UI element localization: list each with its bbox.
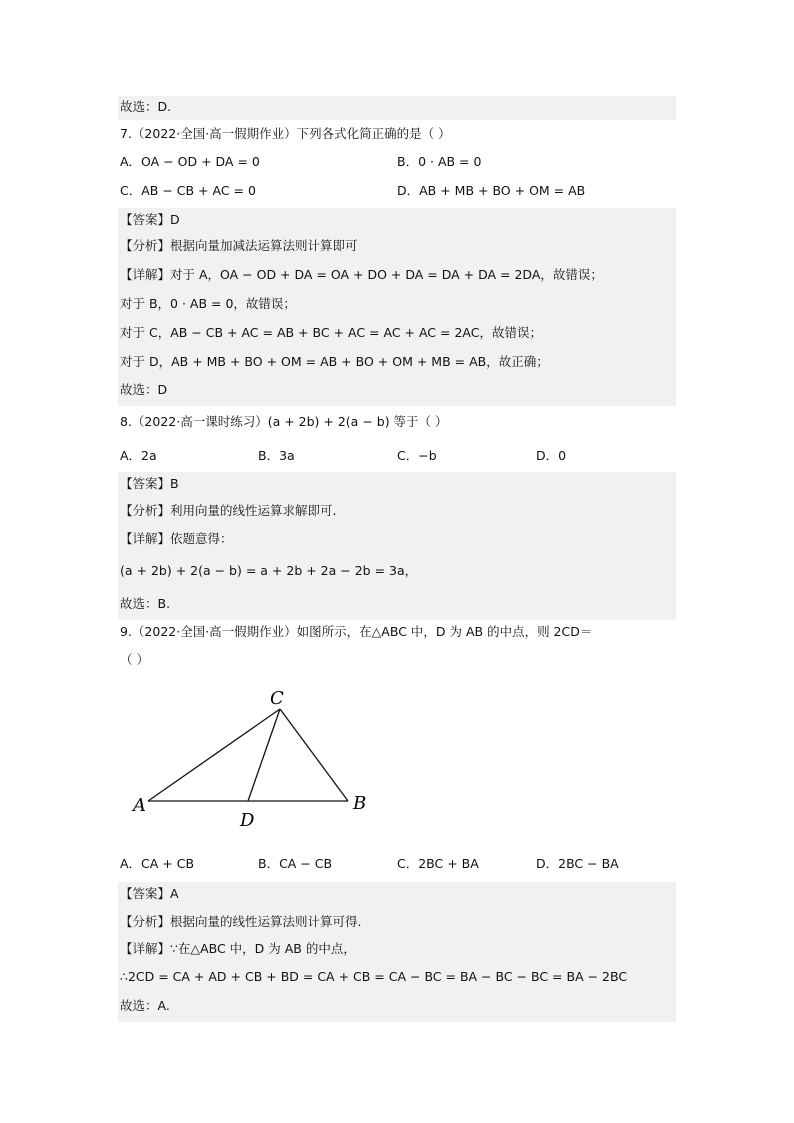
q9-title: 9.（2022·全国·高一假期作业）如图所示，在△ABC 中，D 为 AB 的中点，则 2CD＝ <box>120 624 593 639</box>
q9-detail-2: ∴2CD = CA + AD + CB + BD = CA + CB = CA − BC = BA − BC − BC = BA − 2BC <box>120 969 628 984</box>
q8-answer: 【答案】B <box>120 476 179 491</box>
answer-block-q6 <box>118 96 676 120</box>
q9-option-a: A．CA + CB <box>120 856 195 871</box>
q7-analysis: 【分析】根据向量加减法运算法则计算即可 <box>120 238 358 253</box>
q7-option-d: D．AB + MB + BO + OM = AB <box>397 183 586 198</box>
q9-option-d: D．2BC − BA <box>536 856 619 871</box>
q7-option-c: C．AB − CB + AC = 0 <box>120 183 256 198</box>
vertex-label-d: D <box>240 810 255 831</box>
vertex-label-b: B <box>353 793 367 814</box>
q7-detail-3: 对于 C，AB − CB + AC = AB + BC + AC = AC + AC = 2AC，故错误； <box>120 325 542 340</box>
q7-option-a: A．OA − OD + DA = 0 <box>120 154 260 169</box>
q7-option-b: B．0 · AB = 0 <box>397 154 482 169</box>
q9-title-cont: （ ） <box>120 652 149 667</box>
q8-option-c: C．−b <box>397 448 437 463</box>
q8-detail-2: (a + 2b) + 2(a − b) = a + 2b + 2a − 2b = 3a， <box>120 563 418 578</box>
q9-option-c: C．2BC + BA <box>397 856 479 871</box>
side-bc <box>280 709 348 801</box>
q7-answer: 【答案】D <box>120 212 180 227</box>
q8-detail-1: 【详解】依题意得： <box>120 531 233 546</box>
vertex-label-a: A <box>133 795 146 816</box>
q9-conclusion: 故选：A. <box>120 998 170 1013</box>
q6-conclusion: 故选：D. <box>120 99 172 114</box>
vertex-label-c: C <box>270 688 284 709</box>
q8-conclusion: 故选：B. <box>120 596 171 611</box>
q9-analysis: 【分析】根据向量的线性运算法则计算可得. <box>120 914 362 929</box>
q8-option-b: B．3a <box>258 448 295 463</box>
q8-option-a: A．2a <box>120 448 157 463</box>
q8-option-d: D．0 <box>536 448 567 463</box>
q9-detail-1: 【详解】∵在△ABC 中，D 为 AB 的中点， <box>120 941 356 956</box>
q7-detail-4: 对于 D，AB + MB + BO + OM = AB + BO + OM + MB = AB，故正确； <box>120 354 549 369</box>
q9-option-b: B．CA − CB <box>258 856 333 871</box>
side-ac <box>148 709 280 801</box>
q7-conclusion: 故选：D <box>120 382 168 397</box>
q8-title: 8.（2022·高一课时练习）(a + 2b) + 2(a − b) 等于（ ） <box>120 414 448 429</box>
q7-title: 7.（2022·全国·高一假期作业）下列各式化简正确的是（ ） <box>120 126 451 141</box>
q8-analysis: 【分析】利用向量的线性运算求解即可. <box>120 503 337 518</box>
median-cd <box>248 709 280 801</box>
q9-answer: 【答案】A <box>120 886 179 901</box>
triangle-figure <box>128 684 388 834</box>
q7-detail-2: 对于 B，0 · AB = 0，故错误； <box>120 296 296 311</box>
q7-detail-1: 【详解】对于 A，OA − OD + DA = OA + DO + DA = DA + DA = 2DA，故错误； <box>120 267 603 282</box>
